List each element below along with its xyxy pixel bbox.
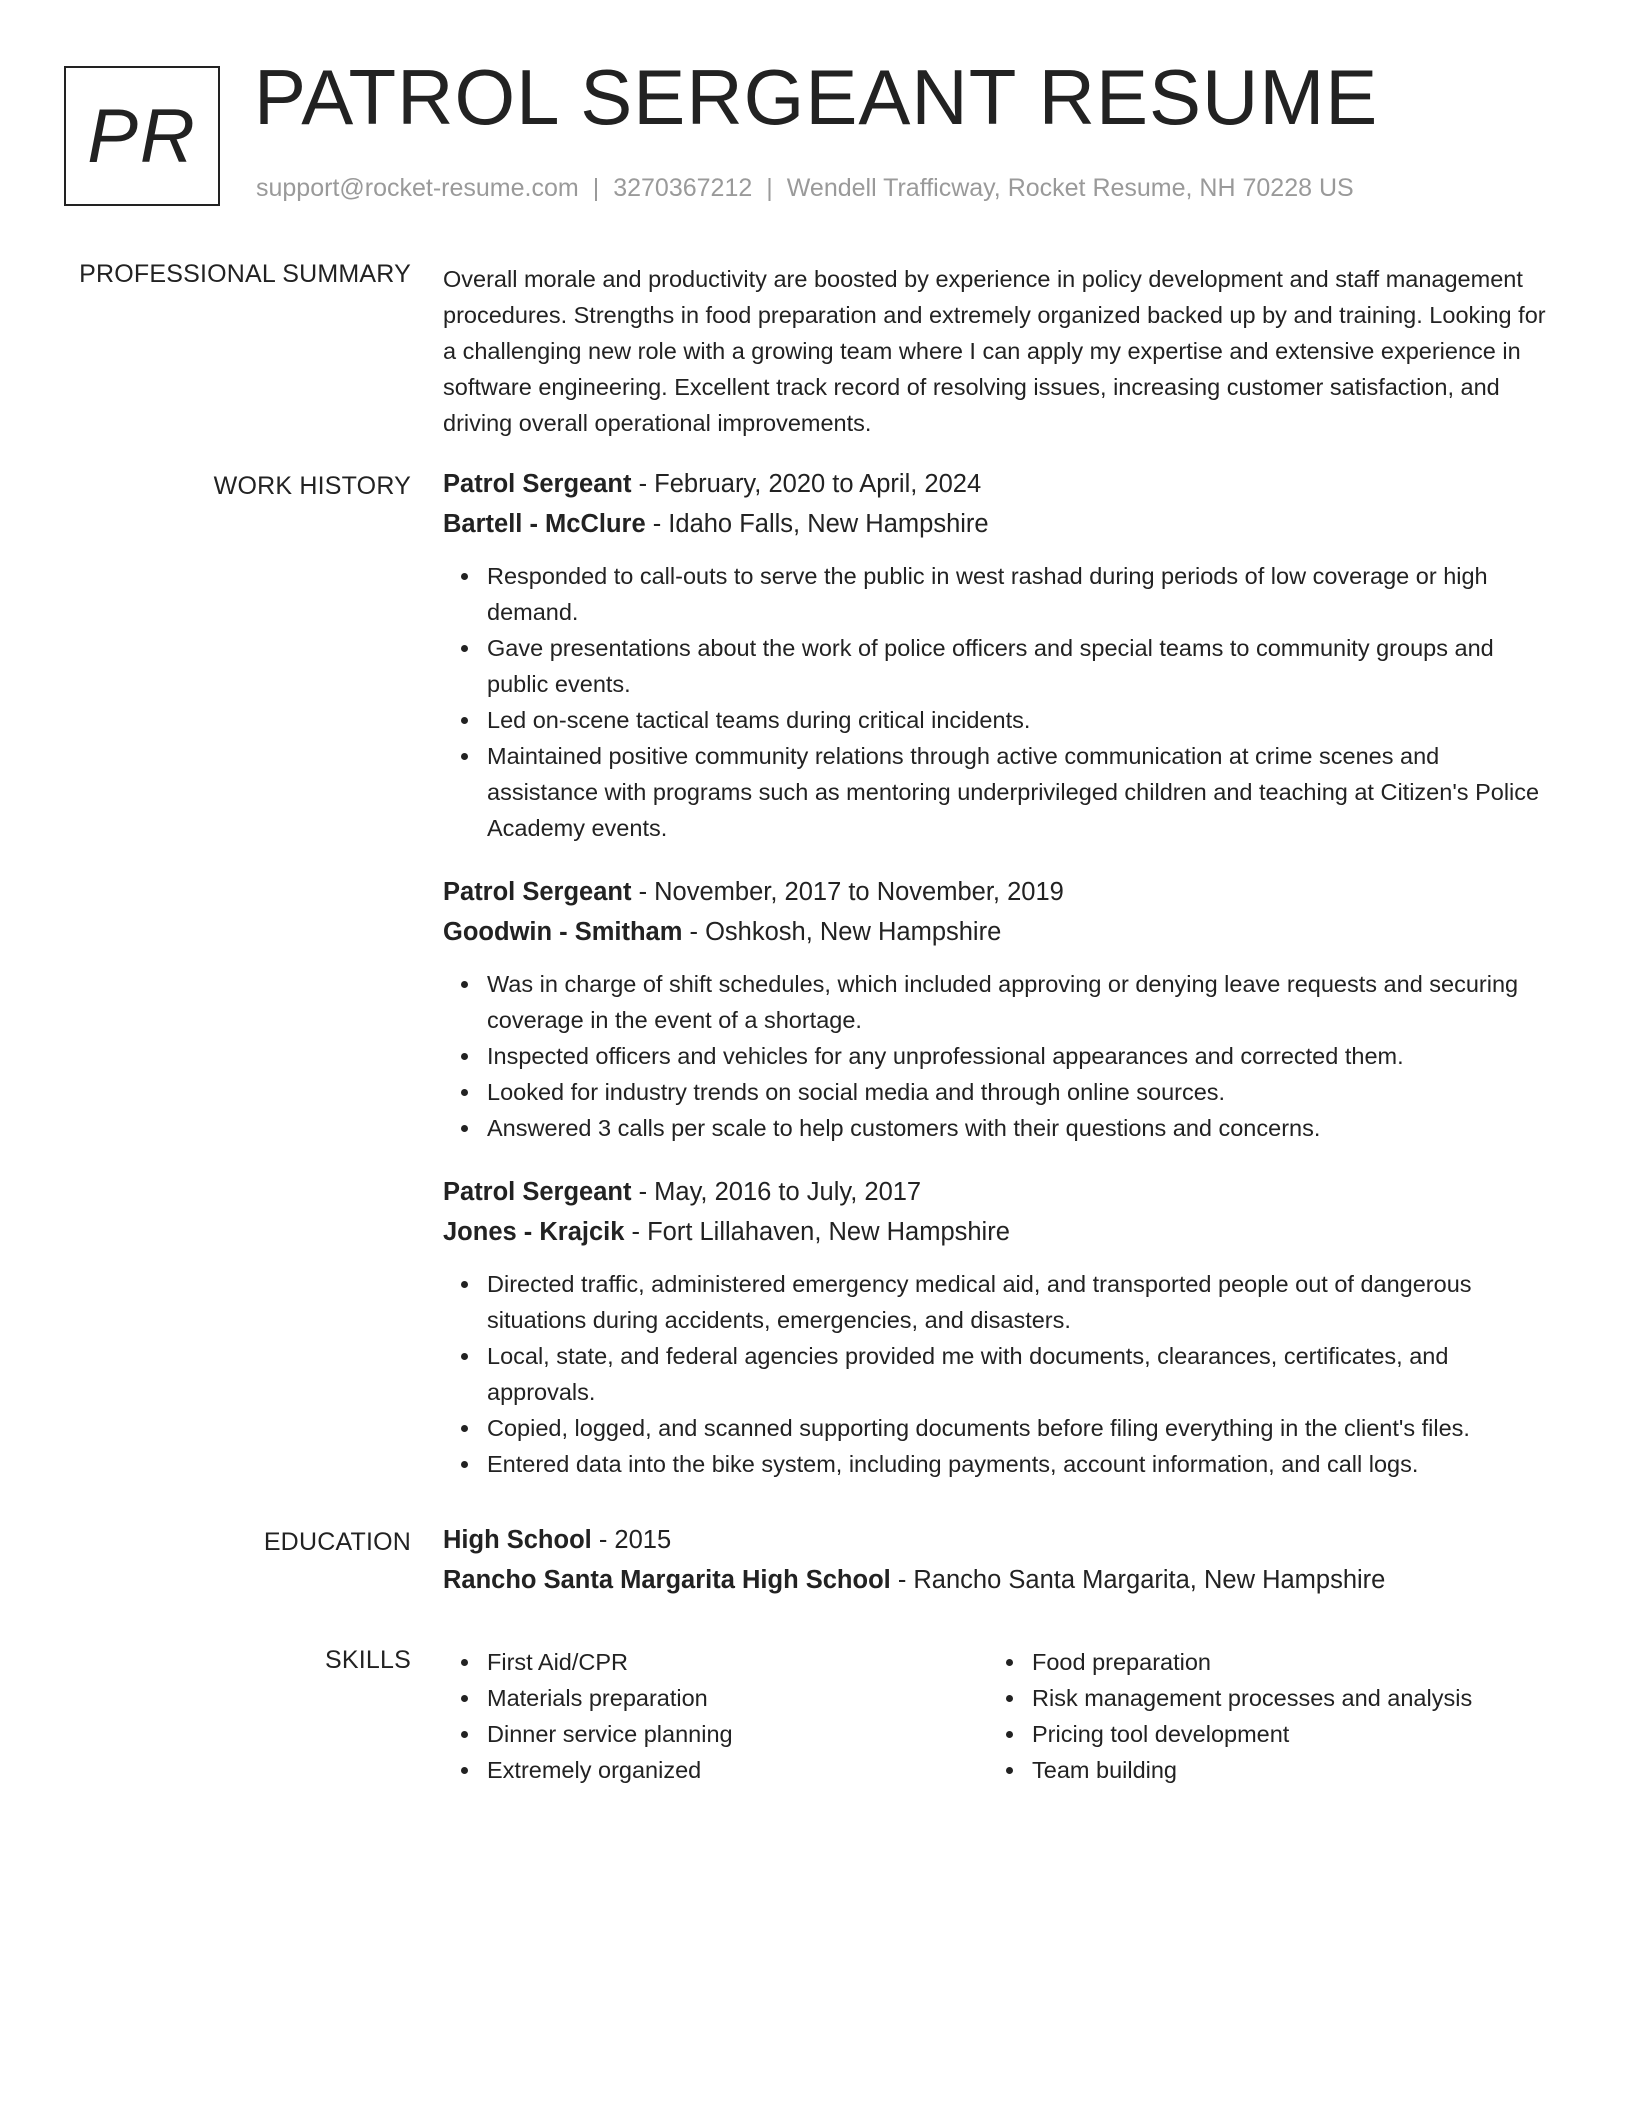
job-company: Jones - Krajcik: [443, 1218, 625, 1246]
monogram-logo: PR: [64, 66, 220, 206]
list-item: Entered data into the bike system, including payments, account information, and call logs.: [487, 1446, 1553, 1482]
job-title: Patrol Sergeant: [443, 1178, 632, 1206]
education-location: - Rancho Santa Margarita, New Hampshire: [890, 1566, 1386, 1594]
list-item: Was in charge of shift schedules, which included approving or denying leave requests and securing coverage in the event of a shortage.: [487, 966, 1553, 1038]
skill-item: Extremely organized: [487, 1752, 988, 1788]
skills-columns: [443, 1644, 1553, 1788]
job-company: Bartell - McClure: [443, 510, 646, 538]
skill-item: Pricing tool development: [1032, 1716, 1533, 1752]
job-entry: [443, 464, 1553, 846]
job-bullets: [443, 1266, 1553, 1482]
job-dates: - May, 2016 to July, 2017: [631, 1178, 922, 1206]
section-label-skills: SKILLS: [325, 1646, 411, 1674]
contact-address: Wendell Trafficway, Rocket Resume, NH 70228 US: [786, 174, 1354, 202]
list-item: Answered 3 calls per scale to help customers with their questions and concerns.: [487, 1110, 1553, 1146]
education-degree: High School: [443, 1526, 592, 1554]
skills-list-right: [988, 1644, 1533, 1788]
list-item: Copied, logged, and scanned supporting documents before filing everything in the client's files.: [487, 1410, 1553, 1446]
contact-separator: |: [766, 174, 773, 202]
list-item: Inspected officers and vehicles for any unprofessional appearances and corrected them.: [487, 1038, 1553, 1074]
summary-text: Overall morale and productivity are boosted by experience in policy development and staff management procedures. Strengths in food preparation and extremely organized backed up by and training. Looking for a challenging new role with a growing team where I can apply my expertise and extensive experience in software engineering. Excellent track record of resolving issues, increasing customer satisfaction, and driving overall operational improvements.: [443, 266, 1546, 436]
job-bullets: [443, 966, 1553, 1146]
job-title: Patrol Sergeant: [443, 470, 632, 498]
education-degree-line: [443, 1520, 1553, 1560]
contact-line: [256, 174, 1354, 203]
job-company-line: [443, 912, 1553, 952]
section-label-summary: PROFESSIONAL SUMMARY: [79, 260, 411, 288]
job-entry: [443, 872, 1553, 1146]
resume-title: PATROL SERGEANT RESUME: [254, 53, 1379, 141]
job-entry: [443, 1172, 1553, 1482]
education-school: Rancho Santa Margarita High School: [443, 1566, 891, 1594]
list-item: Gave presentations about the work of police officers and special teams to community groups and public events.: [487, 630, 1553, 702]
job-bullets: [443, 558, 1553, 846]
list-item: Local, state, and federal agencies provided me with documents, clearances, certificates, and approvals.: [487, 1338, 1553, 1410]
job-title: Patrol Sergeant: [443, 878, 632, 906]
job-company: Goodwin - Smitham: [443, 918, 683, 946]
skill-item: Team building: [1032, 1752, 1533, 1788]
education-year: - 2015: [591, 1526, 672, 1554]
skill-item: Risk management processes and analysis: [1032, 1680, 1533, 1716]
skill-item: Dinner service planning: [487, 1716, 988, 1752]
list-item: Led on-scene tactical teams during critical incidents.: [487, 702, 1553, 738]
job-title-line: [443, 872, 1553, 912]
contact-separator: |: [592, 174, 600, 202]
skill-item: First Aid/CPR: [487, 1644, 988, 1680]
skills-list-left: [443, 1644, 988, 1788]
education-school-line: [443, 1560, 1553, 1600]
job-dates: - November, 2017 to November, 2019: [631, 878, 1064, 906]
contact-phone[interactable]: 3270367212: [613, 174, 753, 202]
list-item: Maintained positive community relations through active communication at crime scenes and assistance with programs such as mentoring underprivileged children and teaching at Citizen's Police Academy events.: [487, 738, 1553, 846]
job-title-line: [443, 464, 1553, 504]
job-location: - Fort Lillahaven, New Hampshire: [624, 1218, 1010, 1246]
section-label-work-history: WORK HISTORY: [213, 472, 411, 500]
job-location: - Oshkosh, New Hampshire: [682, 918, 1002, 946]
list-item: Directed traffic, administered emergency medical aid, and transported people out of dangerous situations during accidents, emergencies, and disasters.: [487, 1266, 1553, 1338]
job-location: - Idaho Falls, New Hampshire: [645, 510, 989, 538]
skill-item: Materials preparation: [487, 1680, 988, 1716]
job-dates: - February, 2020 to April, 2024: [631, 470, 982, 498]
contact-email[interactable]: support@rocket-resume.com: [256, 174, 579, 202]
section-label-education: EDUCATION: [263, 1528, 411, 1556]
job-company-line: [443, 504, 1553, 544]
list-item: Responded to call-outs to serve the public in west rashad during periods of low coverage or high demand.: [487, 558, 1553, 630]
skill-item: Food preparation: [1032, 1644, 1533, 1680]
list-item: Looked for industry trends on social media and through online sources.: [487, 1074, 1553, 1110]
job-company-line: [443, 1212, 1553, 1252]
job-title-line: [443, 1172, 1553, 1212]
